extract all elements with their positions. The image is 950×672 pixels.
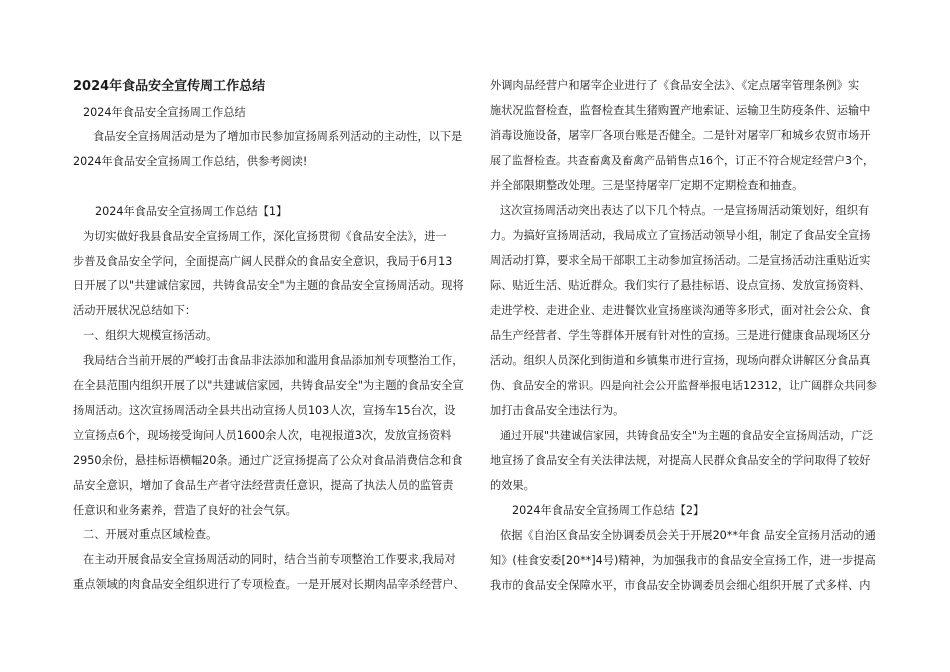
paragraph-line: 力。为搞好宣扬周活动，我局成立了宣扬活动领导小组，制定了食品安全宣扬 — [490, 229, 871, 242]
paragraph-line: 这次宣扬周活动突出表达了以下几个特点。一是宣扬周活动策划好，组织有 — [500, 204, 870, 217]
paragraph-line: 立宣扬点6个，现场接受询问人员1600余人次，电视报道3次，发放宣扬资料 — [73, 429, 452, 442]
paragraph-line: 我市的食品安全保障水平，市食品安全协调委员会细心组织开展了式多样、内 — [490, 579, 871, 592]
paragraph-line: 施状况监督检查，监督检查其生猪购置产地索证、运输卫生防疫条件、运输中 — [490, 104, 871, 117]
paragraph-line: 重点领域的肉食品安全组织进行了专项检查。一是开展对长期肉品宰杀经营户、 — [73, 578, 465, 591]
paragraph-line: 知》(桂食安委[20**]4号)精神，为加强我市的食品安全宣扬工作，进一步提高 — [490, 554, 876, 567]
paragraph-line: 外调肉品经营户和屠宰企业进行了《食品安全法》、《定点屠宰管理条例》实 — [490, 79, 860, 92]
section-heading-1: 2024年食品安全宣扬周工作总结【1】 — [95, 205, 288, 218]
paragraph-line: 任意识和业务素养，营造了良好的社会气氛。 — [73, 504, 297, 517]
subheading: 二、开展对重点区域检查。 — [83, 528, 218, 541]
paragraph-line: 在全县范围内组织开展了以"共建诚信家园，共铸食品安全"为主题的食品安全宣 — [73, 379, 464, 392]
paragraph-line: 活动。组织人员深化到街道和乡镇集市进行宣扬，现场向群众讲解区分食品真 — [490, 354, 871, 367]
subheading: 一、组织大规模宣扬活动。 — [83, 329, 218, 342]
intro-line: 2024年食品安全宣扬周工作总结，供参考阅读! — [73, 155, 308, 168]
paragraph-line: 步普及食品安全学问，全面提高广阔人民群众的食品安全意识，我局于6月13 — [73, 255, 453, 268]
paragraph-line: 际、贴近生活、贴近群众。我们实行了悬挂标语、设点宣扬、发放宣扬资料、 — [490, 279, 871, 292]
section-heading-2: 2024年食品安全宣扬周工作总结【2】 — [512, 504, 705, 517]
document-title: 2024年食品安全宣传周工作总结 — [73, 79, 266, 94]
paragraph-line: 在主动开展食品安全宣扬周活动的同时，结合当前专项整治工作要求,我局对 — [83, 553, 456, 566]
paragraph-line: 周活动打算，要求全局干部职工主动参加宣扬活动。二是宣扬活动注重贴近实 — [490, 254, 871, 267]
paragraph-line: 品安全意识，增加了食品生产者守法经营责任意识，提高了执法人员的监管责 — [73, 479, 454, 492]
paragraph-line: 并全部限期整改处理。三是坚持屠宰厂定期不定期检查和抽查。 — [490, 179, 804, 192]
paragraph-line: 扬周活动。这次宣扬周活动全县共出动宣扬人员103人次，宣扬车15台次，设 — [73, 404, 456, 417]
paragraph-line: 走进学校、走进企业、走进餐饮业宣扬座谈沟通等多形式，面对社会公众、食 — [490, 304, 871, 317]
paragraph-line: 依据《自治区食品安全协调委员会关于开展20**年食 品安全宣扬月活动的通 — [500, 529, 876, 542]
paragraph-line: 伪、食品安全的常识。四是向社会公开监督举报电话12312，让广阔群众共同参 — [490, 379, 877, 392]
paragraph-line: 2950余份，悬挂标语横幅20条。通过广泛宣扬提高了公众对食品消费信念和食 — [73, 454, 463, 467]
paragraph-line: 的效果。 — [490, 479, 535, 492]
paragraph-line: 我局结合当前开展的严峻打击食品非法添加和滥用食品添加剂专项整治工作， — [83, 354, 464, 367]
paragraph-line: 地宣扬了食品安全有关法律法规，对提高人民群众食品安全的学问取得了较好 — [490, 454, 871, 467]
paragraph-line: 消毒设施设备，屠宰厂各项台账是否健全。二是针对屠宰厂和城乡农贸市场开 — [490, 129, 871, 142]
intro-line: 食品安全宣扬周活动是为了增加市民参加宣扬周系列活动的主动性，以下是 — [93, 130, 463, 143]
paragraph-line: 活动开展状况总结如下： — [73, 304, 197, 317]
paragraph-line: 日开展了以"共建诚信家园，共铸食品安全"为主题的食品安全宣扬周活动。现将 — [73, 279, 464, 292]
paragraph-line: 品生产经营者、学生等群体开展有针对性的宣扬。三是进行健康食品现场区分 — [490, 329, 871, 342]
paragraph-line: 通过开展"共建诚信家园，共铸食品安全"为主题的食品安全宣扬周活动，广泛 — [500, 429, 874, 442]
paragraph-line: 展了监督检查。共查畜禽及畜禽产品销售点16个，订正不符合规定经营户3个， — [490, 154, 874, 167]
paragraph-line: 加打击食品安全违法行为。 — [490, 404, 625, 417]
paragraph-line: 为切实做好我县食品安全宣扬周工作，深化宣扬贯彻《食品安全法》，进一 — [83, 230, 447, 243]
subtitle-line: 2024年食品安全宣扬周工作总结 — [83, 106, 246, 119]
